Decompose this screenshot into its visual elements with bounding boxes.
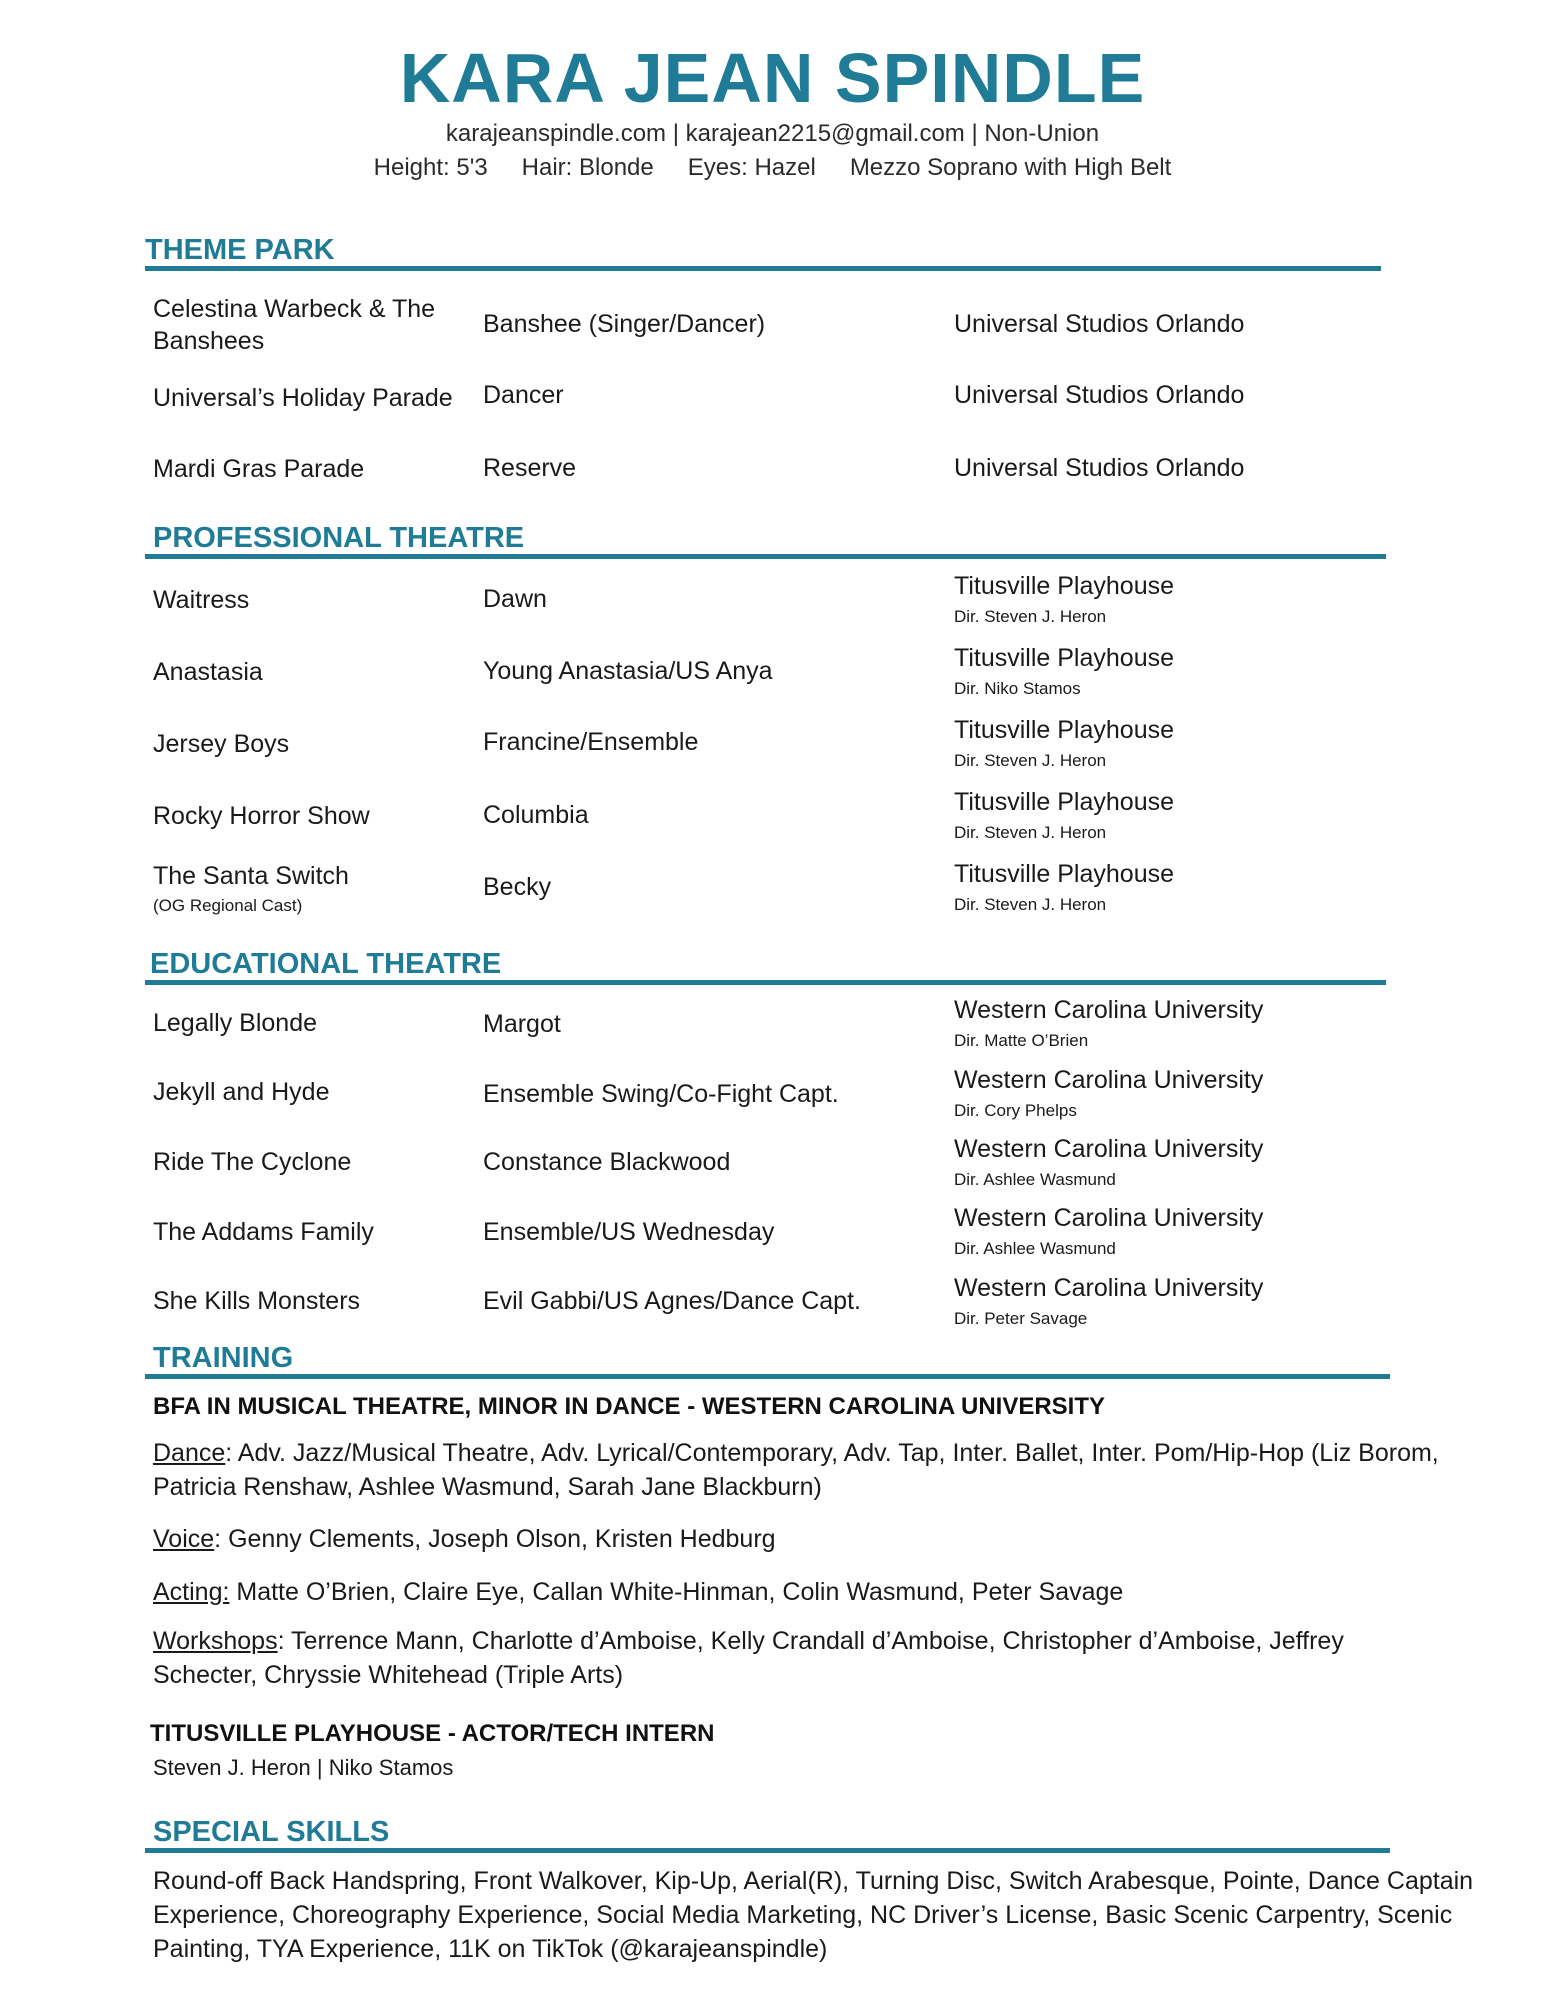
- training-sep: :: [277, 1627, 285, 1655]
- height-stat: Height: 5'3: [373, 154, 488, 181]
- role: Ensemble/US Wednesday: [483, 1218, 775, 1246]
- show-title: Universal’s Holiday Parade: [153, 384, 453, 412]
- section-divider: [145, 980, 1386, 985]
- show-title: Jekyll and Hyde: [153, 1078, 330, 1106]
- internship-people: Steven J. Heron | Niko Stamos: [153, 1755, 454, 1780]
- show-title: The Addams Family: [153, 1218, 374, 1246]
- role: Becky: [483, 873, 552, 901]
- venue: Western Carolina University: [954, 1204, 1264, 1232]
- special-skills-text: Round-off Back Handspring, Front Walkover, Kip-Up, Aerial(R), Turning Disc, Switch Arabesque, Pointe, Dance Captain Experience, Choreography Experience, Social Media Marketing, NC Driver’s License, Basic Scenic Carpentry, Scenic Painting, TYA Experience, 11K on TikTok (@karajeanspindle): [153, 1867, 1474, 1963]
- training-text: Matte O’Brien, Claire Eye, Callan White-Hinman, Colin Wasmund, Peter Savage: [229, 1578, 1124, 1606]
- section-divider: [145, 266, 1381, 271]
- section-divider: [145, 1848, 1390, 1853]
- director: Dir. Niko Stamos: [954, 679, 1081, 698]
- role: Francine/Ensemble: [483, 728, 699, 756]
- training-text: Adv. Jazz/Musical Theatre, Adv. Lyrical/Contemporary, Adv. Tap, Inter. Ballet, Inter. Pom/Hip-Hop (Liz Borom, Patricia Renshaw, Ashlee Wasmund, Sarah Jane Blackburn): [153, 1439, 1439, 1501]
- section-title-training: TRAINING: [153, 1342, 294, 1374]
- venue: Western Carolina University: [954, 1274, 1264, 1302]
- venue: Titusville Playhouse: [954, 788, 1175, 816]
- role: Dancer: [483, 381, 564, 409]
- section-title-special-skills: SPECIAL SKILLS: [153, 1816, 390, 1848]
- director: Dir. Ashlee Wasmund: [954, 1170, 1116, 1189]
- director: Dir. Cory Phelps: [954, 1101, 1077, 1120]
- show-title: Jersey Boys: [153, 730, 290, 758]
- internship-title: TITUSVILLE PLAYHOUSE - ACTOR/TECH INTERN: [150, 1720, 715, 1747]
- show-title: She Kills Monsters: [153, 1287, 361, 1315]
- venue: Western Carolina University: [954, 996, 1264, 1024]
- section-divider: [145, 1374, 1390, 1379]
- venue: Titusville Playhouse: [954, 860, 1175, 888]
- training-acting: [153, 1575, 1443, 1609]
- section-divider: [145, 554, 1386, 559]
- show-title: Rocky Horror Show: [153, 802, 370, 830]
- voice-type: Mezzo Soprano with High Belt: [849, 154, 1172, 181]
- role: Evil Gabbi/US Agnes/Dance Capt.: [483, 1287, 861, 1315]
- training-text: Genny Clements, Joseph Olson, Kristen Hedburg: [221, 1525, 776, 1553]
- hair-stat: Hair: Blonde: [521, 154, 654, 181]
- role: Constance Blackwood: [483, 1148, 731, 1176]
- training-label: Dance: [153, 1439, 226, 1467]
- training-sep: :: [225, 1439, 233, 1467]
- show-title: Anastasia: [153, 658, 263, 686]
- show-title: Mardi Gras Parade: [153, 455, 365, 483]
- venue: Titusville Playhouse: [954, 572, 1175, 600]
- role: Reserve: [483, 454, 577, 482]
- venue: Universal Studios Orlando: [954, 381, 1245, 409]
- role: Columbia: [483, 801, 589, 829]
- venue: Titusville Playhouse: [954, 644, 1175, 672]
- training-text: Terrence Mann, Charlotte d’Amboise, Kelly Crandall d’Amboise, Christopher d’Amboise, Jeffrey Schecter, Chryssie Whitehead (Triple Arts): [153, 1627, 1344, 1689]
- venue: Universal Studios Orlando: [954, 310, 1245, 338]
- role: Margot: [483, 1010, 561, 1038]
- section-title-educational-theatre: EDUCATIONAL THEATRE: [150, 948, 502, 980]
- training-label: Acting:: [153, 1578, 230, 1606]
- training-degree: BFA IN MUSICAL THEATRE, MINOR IN DANCE - WESTERN CAROLINA UNIVERSITY: [153, 1393, 1106, 1420]
- venue: Western Carolina University: [954, 1066, 1264, 1094]
- role: Ensemble Swing/Co-Fight Capt.: [483, 1080, 839, 1108]
- stats-line: [0, 154, 1545, 182]
- director: Dir. Ashlee Wasmund: [954, 1239, 1116, 1258]
- resume-name: KARA JEAN SPINDLE: [399, 39, 1146, 117]
- director: Dir. Matte O’Brien: [954, 1031, 1089, 1050]
- director: Dir. Peter Savage: [954, 1309, 1088, 1328]
- role: Banshee (Singer/Dancer): [483, 310, 766, 338]
- show-title: The Santa Switch: [153, 862, 349, 890]
- role: Dawn: [483, 585, 547, 613]
- director: Dir. Steven J. Heron: [954, 823, 1107, 842]
- venue: Titusville Playhouse: [954, 716, 1175, 744]
- show-note: (OG Regional Cast): [153, 896, 303, 915]
- show-title: Legally Blonde: [153, 1009, 318, 1037]
- venue: Universal Studios Orlando: [954, 454, 1245, 482]
- training-workshops: [153, 1624, 1443, 1692]
- section-title-professional-theatre: PROFESSIONAL THEATRE: [153, 522, 525, 554]
- show-title: Celestina Warbeck & The Banshees: [153, 295, 436, 355]
- eyes-stat: Eyes: Hazel: [687, 154, 816, 181]
- director: Dir. Steven J. Heron: [954, 895, 1107, 914]
- training-label: Workshops: [153, 1627, 278, 1655]
- director: Dir. Steven J. Heron: [954, 751, 1107, 770]
- training-sep: :: [214, 1525, 222, 1553]
- contact-line: karajeanspindle.com | karajean2215@gmail.com | Non-Union: [445, 120, 1100, 147]
- section-title-theme-park: THEME PARK: [145, 234, 335, 266]
- role: Young Anastasia/US Anya: [483, 657, 773, 685]
- training-label: Voice: [153, 1525, 215, 1553]
- training-voice: [153, 1522, 1443, 1556]
- director: Dir. Steven J. Heron: [954, 607, 1107, 626]
- training-dance: [153, 1436, 1443, 1504]
- show-title: Ride The Cyclone: [153, 1148, 352, 1176]
- venue: Western Carolina University: [954, 1135, 1264, 1163]
- show-title: Waitress: [153, 586, 250, 614]
